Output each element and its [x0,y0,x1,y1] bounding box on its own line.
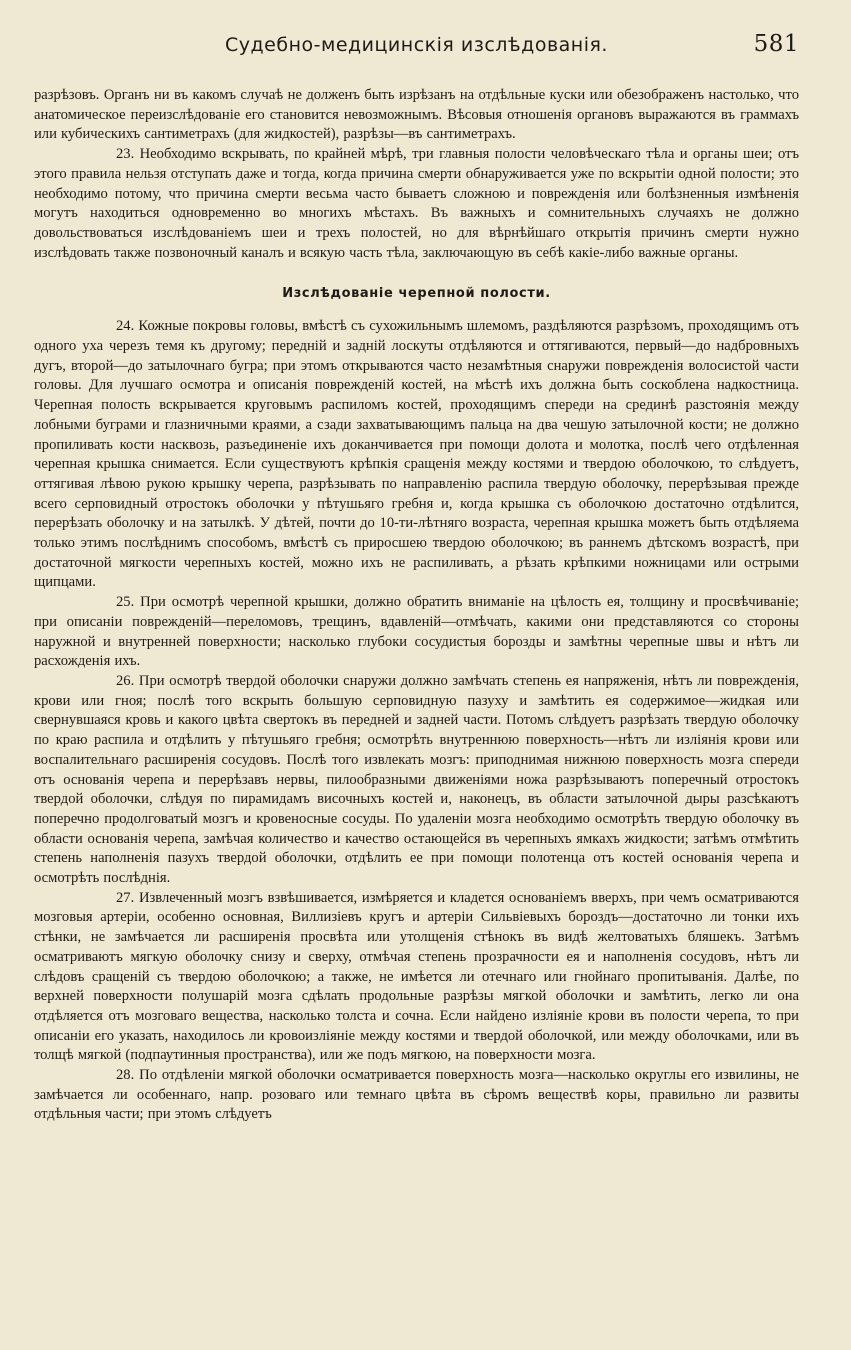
paragraph-23: 23. Необходимо вскрывать, по крайней мѣрѣ, три главныя полости человѣческаго тѣла и органы шеи; отъ этого правила нельзя отступать даже и тогда, когда причина смерти обнаруживается уже по вскрытіи одной полости; это необходимо потому, что причина смерти весьма часто бываетъ сложною и поврежденія или болѣзненныя измѣненія могутъ находиться одновременно во многихъ мѣстахъ. Въ важныхъ и сомнительныхъ случаяхъ не должно довольствоваться изслѣдованіемъ шеи и трехъ полостей, но для вѣрнѣйшаго открытія причинъ смерти нужно изслѣдовать также позвоночный каналъ и всякую часть тѣла, заключающую въ себѣ какіе-либо важные органы. [34,146,799,261]
section-heading: Изслѣдованіе черепной полости. [282,286,551,302]
paragraph-27: 27. Извлеченный мозгъ взвѣшивается, измѣряется и кладется основаніемъ вверхъ, при чемъ осматриваются мозговыя артеріи, особенно основная, Виллизіевъ кругъ и артеріи Сильвіевыхъ бороздъ—достаточно ли тонки ихъ стѣнки, не замѣчается ли расширенія просвѣта или утолщенія стѣнокъ въ видѣ желтоватыхъ бляшекъ. Затѣмъ осматриваютъ мягкую оболочку снизу и сверху, отмѣчая степень прозрачности ея и наполненія сосудовъ, нѣтъ ли слѣдовъ сращеній съ твердою оболочкою; а также, не имѣется ли отечнаго или гнойнаго пропитыванія. Далѣе, по верхней поверхности полушарій мозга сдѣлать продольные разрѣзы мягкой оболочки и замѣтить, легко ли она отдѣляется отъ мозговаго вещества, насколько толста и сочна. Если найдено изліяніе крови въ полости черепа, то при описаніи его указать, находилось ли кровоизліяніе между костями и твердой оболочкой, или между оболочками, или въ толщѣ мягкой (подпаутинныя пространства), или же подъ мягкою, на поверхности мозга. [34,889,799,1064]
page-number: 581 [753,31,799,57]
paragraph-24: 24. Кожные покровы головы, вмѣстѣ съ сухожильнымъ шлемомъ, раздѣляются разрѣзомъ, проходящимъ отъ одного уха черезъ темя къ другому; передній и задній лоскуты отдѣляются и оттягиваются, первый—до надбровныхъ дугъ, второй—до затылочнаго бугра; при этомъ открываются часто незамѣтныя снаружи поврежденія волосистой части головы. Для лучшаго осмотра и описанія поврежденій костей, на мѣстѣ ихъ должна быть соскоблена надкостница. Черепная полость вскрывается круговымъ распиломъ костей, проходящимъ спереди на срединѣ разстоянія между лобными буграми и глазничными краями, а сзади захватывающимъ пальца на два чешую затылочной кости; не должно пропиливать кости насквозь, разъединеніе ихъ доканчивается при помощи долота и молотка, послѣ чего отдѣленная черепная крышка снимается. Если существуютъ крѣпкія сращенія между костями и твердою оболочкою, то слѣдуетъ, оттягивая лѣвою рукою крышку черепа, разрѣзывать по направленію распила твердую оболочку, перерѣзывая прежде всего серповидный отростокъ оболочки у пѣтушьяго гребня и, когда крышка съ оболочкою достаточно отдѣлится, перерѣзать оболочку и на затылкѣ. У дѣтей, почти до 10-ти-лѣтняго возраста, черепная крышка можетъ быть отдѣляема только этимъ послѣднимъ способомъ, вмѣстѣ съ приросшею твердою оболочкою; въ раннемъ дѣтскомъ возрастѣ, при достаточной мягкости черепныхъ костей, можно ихъ не распиливать, а рѣзать крѣпкими ножницами или острыми щипцами. [34,318,799,591]
paragraph-28: 28. По отдѣленіи мягкой оболочки осматривается поверхность мозга—насколько округлы его извилины, не замѣчается ли особеннаго, напр. розоваго или темнаго цвѣта въ сѣромъ веществѣ коры, правильно ли развиты отдѣльныя части; при этомъ слѣдуетъ [34,1067,799,1123]
running-header [34,31,799,64]
paragraph-26: 26. При осмотрѣ твердой оболочки снаружи должно замѣчать степень ея напряженія, нѣтъ ли поврежденія, крови или гноя; послѣ того вскрыть большую серповидную пазуху и замѣтить ея содержимое—жидкая или свернувшаяся кровь и какого цвѣта свертокъ въ передней и задней части. Потомъ слѣдуетъ разрѣзать твердую оболочку по краю распила и отдѣлить у пѣтушьяго гребня; осмотрѣть внутреннюю поверхность—нѣтъ ли изліянія крови или воспалительнаго расширенія сосудовъ. Послѣ того извлекать мозгъ: приподнимая нижнюю поверхность мозга спереди отъ основанія черепа и перерѣзавъ нервы, пилообразными движеніями ножа разрѣзываютъ поперечный отростокъ твердой оболочки, слѣдуя по пирамидамъ височныхъ костей и, наконецъ, въ области затылочной дыры разсѣкаютъ поперечно продолговатый мозгъ и кровеносные сосуды. По удаленіи мозга необходимо осмотрѣть твердую оболочку въ области основанія черепа, замѣчая количество и качество остающейся въ черепныхъ ямкахъ жидкости; затѣмъ отмѣтить степень наполненія пазухъ твердой оболочки, отдѣлить ее при помощи полотенца отъ костей основанія черепа и осмотрѣть послѣднія. [34,672,799,887]
paragraph-continuation: разрѣзовъ. Органъ ни въ какомъ случаѣ не долженъ быть изрѣзанъ на отдѣльные куски или обезображенъ настолько, что анатомическое переизслѣдованіе его становится невозможнымъ. Вѣсовыя отношенія органовъ выражаются въ граммахъ или кубическихъ сантиметрахъ (для жидкостей), разрѣзы—въ сантиметрахъ. [34,87,799,143]
running-title: Судебно-медицинскія изслѣдованія. [225,34,608,56]
page-body [34,86,799,1125]
paragraph-25: 25. При осмотрѣ черепной крышки, должно обратить вниманіе на цѣлость ея, толщину и просвѣчиваніе; при описаніи поврежденій—переломовъ, трещинъ, вдавленій—отмѣчать, какими они представляются со стороны наружной и внутренней поверхности; насколько глубоки сосудистыя борозды и замѣтны черепные швы и нѣтъ ли расхожденія ихъ. [34,594,799,670]
